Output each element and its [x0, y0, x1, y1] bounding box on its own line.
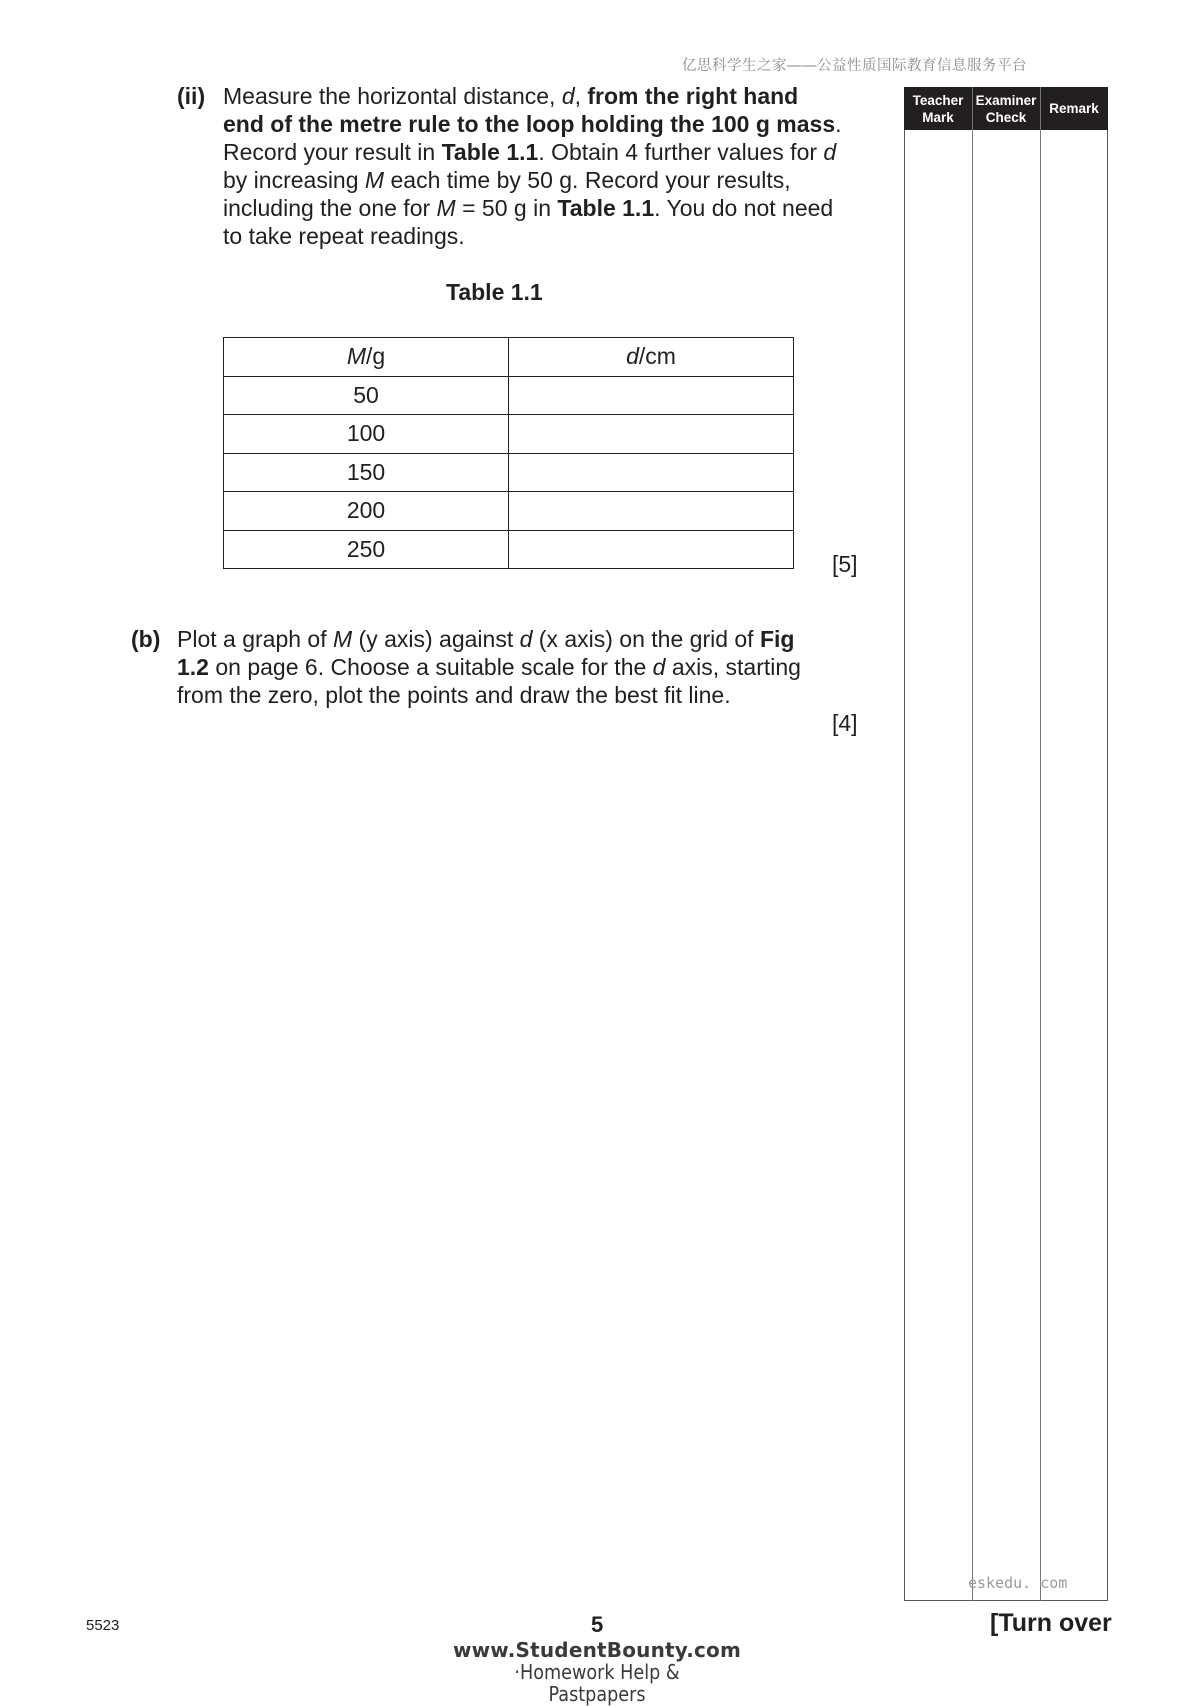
marking-column-divider: [972, 87, 973, 1601]
table-row: [224, 415, 794, 454]
paper-code: 5523: [86, 1617, 120, 1634]
top-watermark: 亿思科学生之家——公益性质国际教育信息服务平台: [682, 58, 1027, 74]
results-table: [223, 337, 794, 569]
turn-over-label: [Turn over: [990, 1609, 1112, 1637]
table-row: [224, 530, 794, 569]
mass-cell: 100: [224, 415, 509, 454]
teacher-mark-header: Teacher Mark: [912, 92, 964, 125]
distance-cell[interactable]: [509, 376, 794, 415]
studentbounty-tagline: ·Homework Help & Pastpapers: [514, 1660, 680, 1706]
question-number-b: (b): [131, 626, 161, 652]
distance-cell[interactable]: [509, 415, 794, 454]
panel-watermark: eskedu. com: [968, 1574, 1068, 1592]
mass-cell: 200: [224, 492, 509, 531]
mass-cell: 150: [224, 453, 509, 492]
studentbounty-logo: [447, 1639, 747, 1705]
table-row: [224, 453, 794, 492]
page-number: 5: [591, 1612, 604, 1637]
table-title: Table 1.1: [446, 279, 543, 305]
question-b-text: Plot a graph of M (y axis) against d (x axis) on the grid of Fig 1.2 on page 6. Choose a suitable scale for the d axis, starting from the zero, plot the points and draw the best fit line.: [177, 626, 801, 708]
distance-cell[interactable]: [509, 530, 794, 569]
question-number-ii: (ii): [177, 83, 206, 109]
marking-column-divider: [1040, 87, 1041, 1601]
mass-cell: 250: [224, 530, 509, 569]
distance-cell[interactable]: [509, 492, 794, 531]
column-header-distance: d/cm: [509, 338, 794, 377]
column-header-mass: M/g: [224, 338, 509, 377]
examiner-check-header: Examiner Check: [975, 92, 1037, 125]
mass-cell: 50: [224, 376, 509, 415]
studentbounty-url: www.StudentBounty.com: [452, 1638, 742, 1662]
remark-header: Remark: [1049, 101, 1099, 116]
distance-cell[interactable]: [509, 453, 794, 492]
table-row: [224, 376, 794, 415]
marks-ii: [5]: [832, 551, 858, 577]
marking-panel: [904, 87, 1108, 1601]
table-header-row: [224, 338, 794, 377]
table-row: [224, 492, 794, 531]
question-ii-text: Measure the horizontal distance, d, from the right hand end of the metre rule to the loop holding the 100 g mass. Record your result in Table 1.1. Obtain 4 further values for d by increasing M each time by 50 g. Record your results, including the one for M = 50 g in Table 1.1. You do not need to take repeat readings.: [223, 83, 842, 249]
marks-b: [4]: [832, 710, 858, 736]
